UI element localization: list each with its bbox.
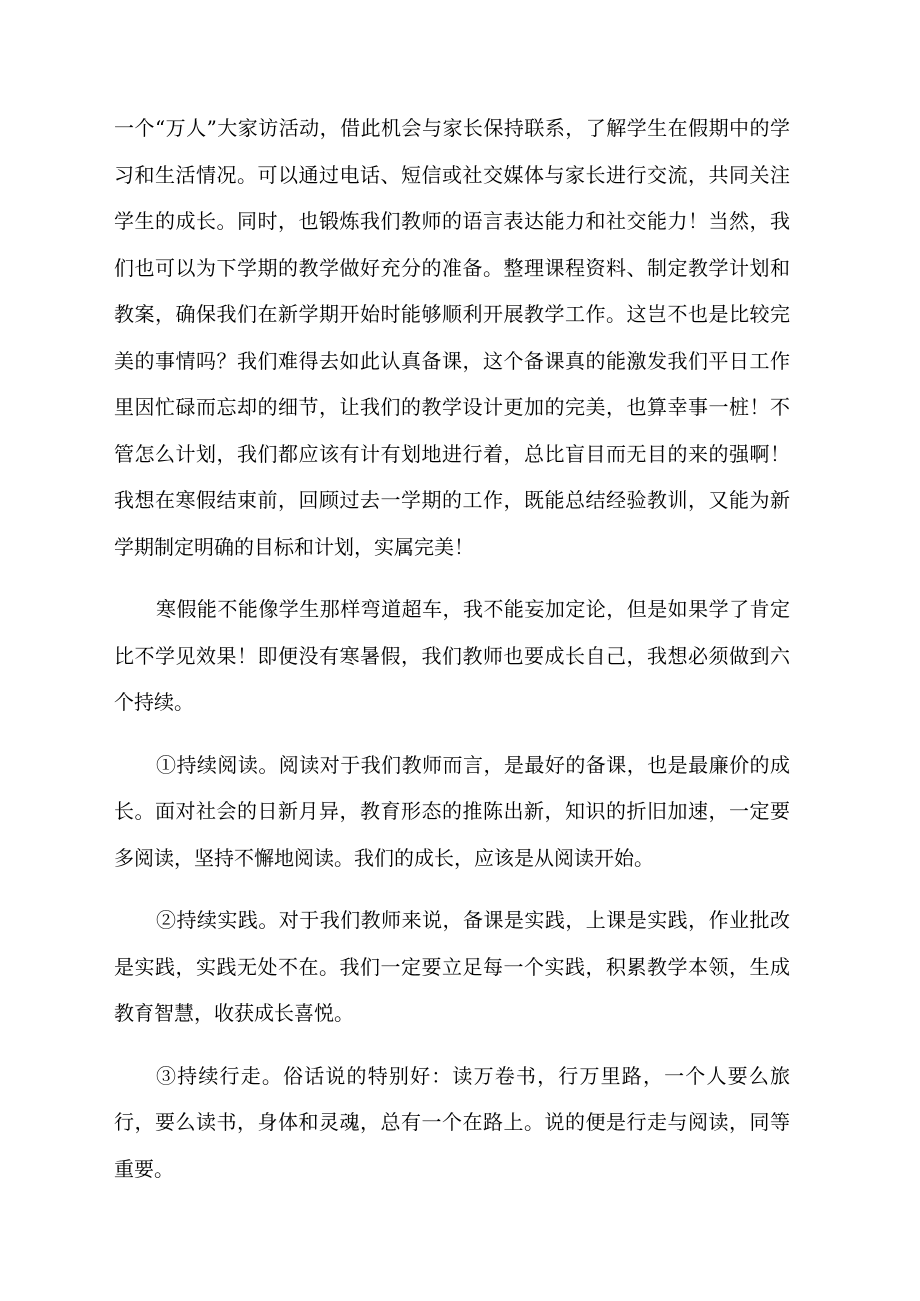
- paragraph-continuous-practice: ②持续实践。对于我们教师来说，备课是实践，上课是实践，作业批改是实践，实践无处不在。我们一定要立足每一个实践，积累教学本领，生成教育智慧，收获成长喜悦。: [114, 908, 790, 1025]
- paragraph-continuous-reading: ①持续阅读。阅读对于我们教师而言，是最好的备课，也是最廉价的成长。面对社会的日新月异，教育形态的推陈出新，知识的折旧加速，一定要多阅读，坚持不懈地阅读。我们的成长，应该是从阅读开始。: [114, 752, 790, 870]
- paragraph-home-visit: 一个“万人”大家访活动，借此机会与家长保持联系，了解学生在假期中的学习和生活情况。可以通过电话、短信或社交媒体与家长进行交流，共同关注学生的成长。同时，也锻炼我们教师的语言表达能力和社交能力！当然，我们也可以为下学期的教学做好充分的准备。整理课程资料、制定教学计划和教案，确保我们在新学期开始时能够顺利开展教学工作。这岂不也是比较完美的事情吗？我们难得去如此认真备课，这个备课真的能激发我们平日工作里因忙碌而忘却的细节，让我们的教学设计更加的完美，也算幸事一桩！不管怎么计划，我们都应该有计有划地进行着，总比盲目而无目的来的强啊！我想在寒假结束前，回顾过去一学期的工作，既能总结经验教训，又能为新学期制定明确的目标和计划，实属完美！: [114, 116, 790, 559]
- paragraph-continuous-travel: ③持续行走。俗话说的特别好：读万卷书，行万里路，一个人要么旅行，要么读书，身体和灵魂，总有一个在路上。说的便是行走与阅读，同等重要。: [114, 1063, 790, 1181]
- document-body: [114, 105, 790, 1208]
- paragraph-winter-break: 寒假能不能像学生那样弯道超车，我不能妄加定论，但是如果学了肯定比不学见效果！即便没有寒暑假，我们教师也要成长自己，我想必须做到六个持续。: [114, 597, 790, 714]
